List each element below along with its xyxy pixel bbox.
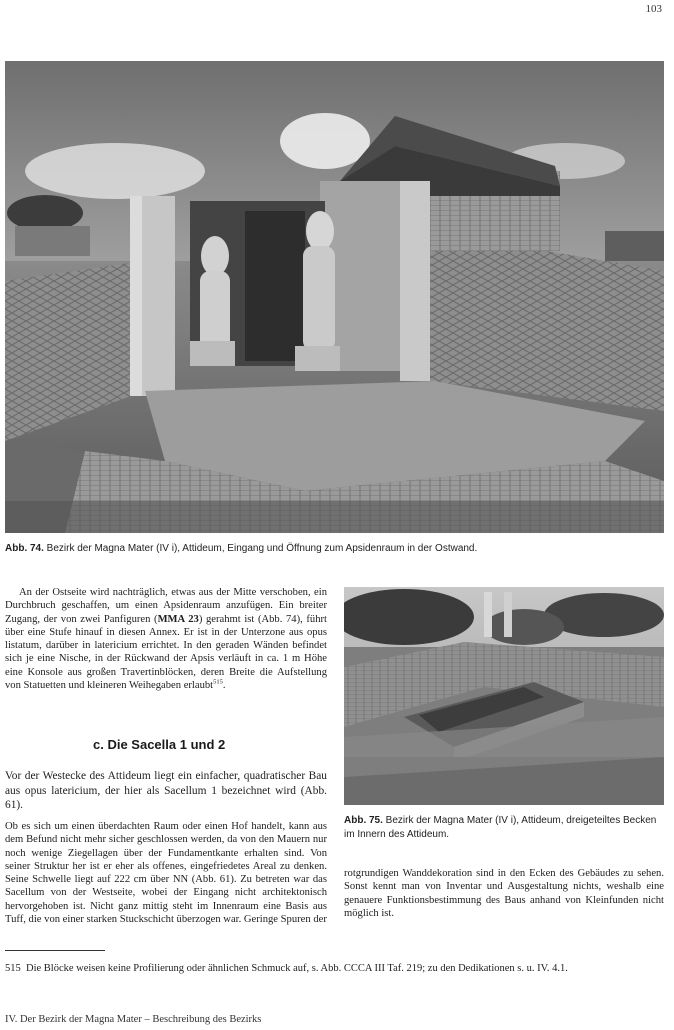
footnote-text: Die Blöcke weisen keine Profilierung oder ähnlichen Schmuck auf, s. Abb. CCCA III Taf. 219; zu den Dedikationen s. u. IV. 4.1. [26, 963, 568, 974]
figure-75-text: Bezirk der Magna Mater (IV i), Attideum, dreigeteiltes Becken im Innern des Attideum. [344, 815, 657, 840]
page-number: 103 [645, 3, 662, 15]
photo-attideum-basin-image [344, 587, 664, 805]
left-column-paragraph-1 [5, 586, 327, 692]
right-column-paragraph: rotgrundigen Wanddekoration sind in den Ecken des Gebäudes zu sehen. Sonst kennt man von Inventar und Ausgestaltung nichts, weshalb eine genauere Funktionsbestimmung des Baus anhand von Kleinfunden nicht möglich ist. [344, 868, 664, 919]
photo-attideum-basin [344, 587, 664, 805]
paragraph-1-text-b: ) gerahmt ist (Abb. 74), führt über eine Stufe hinauf in diesen Annex. Er ist in der Unterzone aus opus listatum, darüber in latericium errichtet. In den geraden Wänden befindet sich je eine Nische, in der Rückwand der Apsis verläuft in ca. 1 m Höhe eine Konsole aus großen Travertinblöcken, deren Breite die Aufstellung von Statuetten und kleineren Weihegaben erlaubt [5, 613, 327, 692]
left-column-paragraph-2: Vor der Westecke des Attideum liegt ein einfacher, quadratischer Bau aus opus latericium, der hier als Sacellum 1 bezeichnet wird (Abb. 61). [5, 770, 327, 811]
footnote-number: 515 [5, 963, 21, 974]
paragraph-1-text-a: An der Ostseite wird nachträglich, etwas aus der Mitte verschoben, ein Durchbruch geschaffen, um einen Apsidenraum anzufügen. Ein breiter Zugang, der von zwei Panfiguren ( [5, 587, 327, 625]
figure-75-label: Abb. 75. [344, 815, 383, 826]
paragraph-1-end: . [222, 680, 226, 692]
running-footer: IV. Der Bezirk der Magna Mater – Beschreibung des Bezirks [5, 1014, 262, 1025]
photo-attideum-entrance-image [5, 61, 664, 533]
left-column-paragraph-3: Ob es sich um einen überdachten Raum oder einen Hof handelt, kann aus dem Befund nicht mehr sicher geschlossen werden, da von den Mauern nur noch wenige Ziegellagen über der Fundamentkante erhalten sind. Von seiner Struktur her ist er eher als offenes, eingefriedetes Areal zu denken. Seine Schwelle liegt auf 222 cm über NN (Abb. 61). Zu betreten war das Sacellum von der Westseite, wobei der Eingang nicht architektonisch hervorgehoben ist. Nicht ganz mittig steht im Innenraum eine Basis aus Tuff, die von einer starken Stuckschicht überzogen war. Geringe Spuren der [5, 821, 327, 926]
figure-75-caption [344, 814, 664, 842]
section-heading-sacella: c. Die Sacella 1 und 2 [93, 737, 226, 752]
figure-74-caption [5, 542, 664, 555]
photo-attideum-entrance [5, 61, 664, 533]
footnote-rule [5, 950, 105, 951]
footnote [5, 963, 665, 974]
figure-74-text: Bezirk der Magna Mater (IV i), Attideum, Eingang und Öffnung zum Apsidenraum in der Ostwand. [43, 543, 478, 554]
figure-74-label: Abb. 74. [5, 543, 44, 554]
footnote-marker: 515 [213, 678, 223, 686]
catalog-reference: MMA 23 [157, 613, 199, 625]
